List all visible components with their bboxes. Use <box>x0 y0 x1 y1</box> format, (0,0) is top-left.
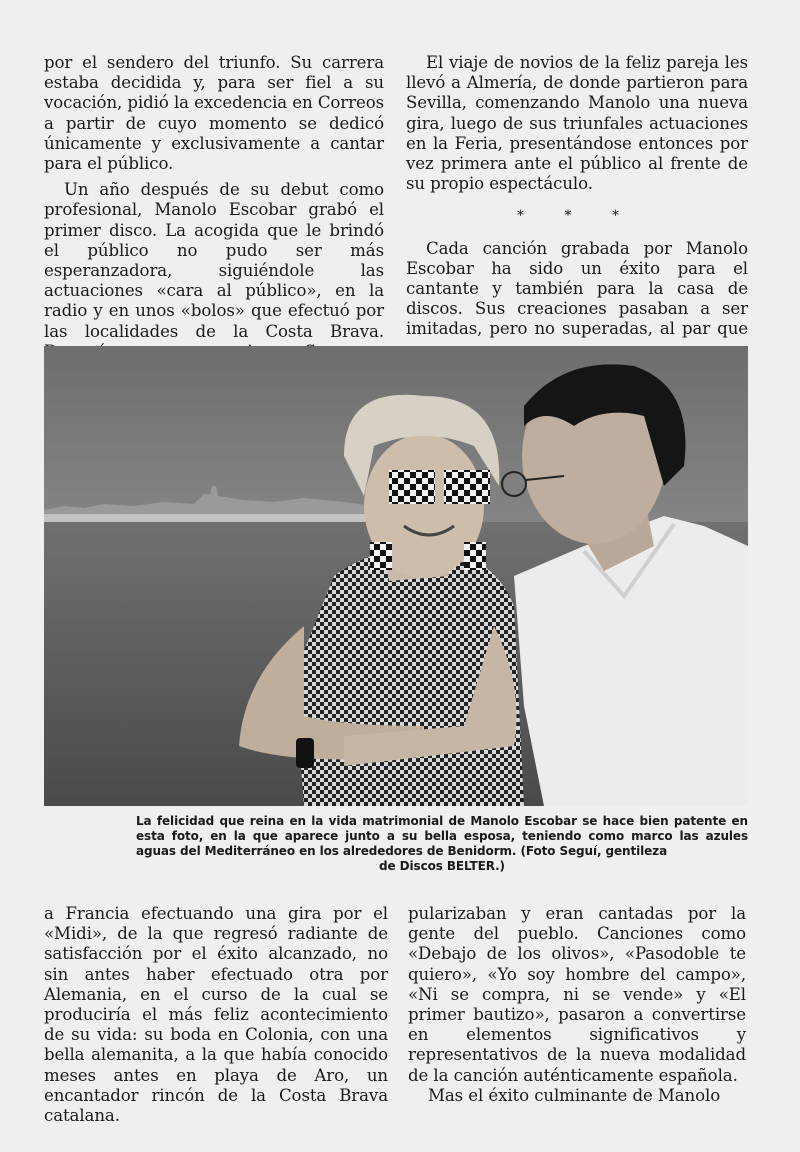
paragraph: a Francia efectuando una gira por el «Midi», de la que regresó radiante de satisfacción por el éxito alcanzado, no sin antes haber efectuado otra por Alemania, en el curso de la cual se produciría el más feliz acontecimiento de su vida: su boda en Colonia, con una bella alemanita, a la que había conocido meses antes en playa de Aro, un encantador rincón de la Costa Brava catalana. <box>44 904 388 1126</box>
left-column-bottom <box>44 904 388 1126</box>
caption-text: La felicidad que reina en la vida matrimonial de Manolo Escobar se hace bien patente en esta foto, en la que aparece junto a su bella esposa, teniendo como marco las azules aguas del Mediterráneo en los alrededores de Benidorm. (Foto Seguí, gentileza <box>136 814 748 858</box>
paragraph: Un año después de su debut como profesional, Manolo Escobar grabó el primer disco. La acogida que le brindó el público no pudo ser más esperanzadora, siguiéndole las actuaciones «cara al público», en la radio y en unos «bolos» que efectuó por las localidades de la Costa Brava. <box>44 180 384 341</box>
right-column-bottom <box>408 904 746 1106</box>
paragraph: Cada canción grabada por Manolo Escobar ha sido un éxito para el cantante y también para la casa de discos. Sus creaciones pasaban a ser imitadas, pero no superadas, al par que <box>406 238 748 339</box>
couple-photo <box>44 346 748 806</box>
section-separator: * * * <box>517 208 637 225</box>
paragraph: El viaje de novios de la feliz pareja les llevó a Almería, de donde partieron para Sevilla, comenzando Manolo una nueva gira, luego de sus triunfales actuaciones en la Feria, presentándose entonces por vez primera ante el público al frente de su propio espectáculo. <box>406 53 748 194</box>
photo-caption <box>136 814 748 874</box>
left-column-top <box>44 53 384 382</box>
paragraph: por el sendero del triunfo. Su carrera estaba decidida y, para ser fiel a su vocación, pidió la excedencia en Correos a partir de cuyo momento se dedicó únicamente y exclusivamente a cantar para el público. <box>44 53 384 174</box>
paragraph: pularizaban y eran cantadas por la gente del pueblo. Canciones como «Debajo de los olivos», «Pasodoble te quiero», «Yo soy hombre del campo», «Ni se compra, ni se vende» y «El primer bautizo», pasaron a convertirse en elementos significativos y representativos de la nueva modalidad de la canción auténticamente española. <box>408 904 746 1085</box>
caption-credit: de Discos BELTER.) <box>379 859 505 873</box>
right-column-top <box>406 53 748 360</box>
paragraph: Mas el éxito culminante de Manolo <box>428 1085 721 1105</box>
